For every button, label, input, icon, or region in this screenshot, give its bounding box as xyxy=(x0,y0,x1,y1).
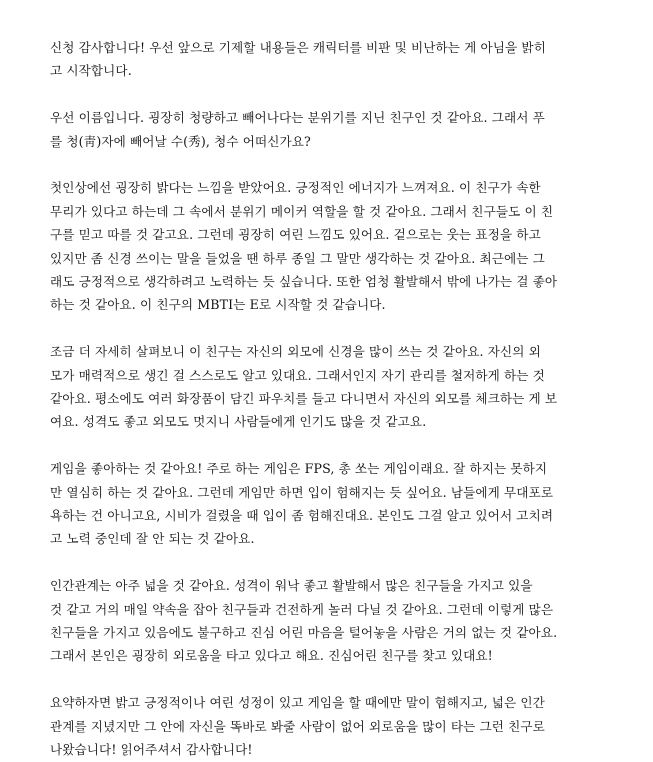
text-line: 첫인상에선 굉장히 밝다는 느낌을 받았어요. 긍정적인 에너지가 느껴져요. 이 친구가 속한 xyxy=(50,180,541,196)
text-line: 고 노력 중인데 잘 안 되는 것 같아요. xyxy=(50,531,255,547)
paragraph-summary xyxy=(37,691,615,761)
paragraph-intro xyxy=(37,36,615,83)
text-line: 친구들을 가지고 있음에도 불구하고 진심 어린 마음을 털어놓을 사람은 거의 없는 것 같아요. xyxy=(50,625,558,641)
document-body xyxy=(37,36,615,762)
text-line: 관계를 지녔지만 그 안에 자신을 똑바로 봐줄 사람이 없어 외로움을 많이 타는 그런 친구로 xyxy=(50,718,545,734)
text-line: 우선 이름입니다. 굉장히 청량하고 빼어나다는 분위기를 지닌 친구인 것 같아요. 그래서 푸 xyxy=(50,110,545,126)
paragraph-first-impression xyxy=(37,176,615,316)
paragraph-appearance xyxy=(37,340,615,434)
text-line: 신청 감사합니다! 우선 앞으로 기제할 내용들은 캐릭터를 비판 및 비난하는 게 아님을 밝히 xyxy=(50,40,546,55)
text-line: 인간관계는 아주 넓을 것 같아요. 성격이 워낙 좋고 활발해서 많은 친구들을 가지고 있을 xyxy=(50,578,533,594)
paragraph-relationships xyxy=(37,574,615,668)
text-line: 구를 믿고 따를 것 같고요. 그런데 굉장히 여린 느낌도 있어요. 겉으로는 웃는 표정을 하고 xyxy=(50,227,541,243)
text-line: 고 시작합니다. xyxy=(50,63,132,79)
text-line: 그래서 본인은 굉장히 외로움을 타고 있다고 해요. 진심어린 친구를 찾고 있대요! xyxy=(50,648,493,664)
text-line: 있지만 좀 신경 쓰이는 말을 들었을 땐 하루 종일 그 말만 생각하는 것 같아요. 최근에는 그 xyxy=(50,250,545,266)
paragraph-name xyxy=(37,106,615,153)
text-line: 여요. 성격도 좋고 외모도 멋지니 사람들에게 인기도 많을 것 같고요. xyxy=(50,414,427,430)
text-line: 나왔습니다! 읽어주셔서 감사합니다! xyxy=(50,742,253,758)
text-line: 하는 것 같아요. 이 친구의 MBTI는 E로 시작할 것 같습니다. xyxy=(50,297,386,313)
text-line: 같아요. 평소에도 여러 화장품이 담긴 파우치를 들고 다니면서 자신의 외모를 체크하는 게 보 xyxy=(50,391,558,407)
text-line: 를 청(靑)자에 빼어날 수(秀), 청수 어떠신가요? xyxy=(50,133,311,149)
text-line: 래도 긍정적으로 생각하려고 노력하는 듯 싶습니다. 또한 엄청 활발해서 밖에 나가는 걸 좋아 xyxy=(50,274,558,290)
paragraph-games xyxy=(37,457,615,551)
text-line: 게임을 좋아하는 것 같아요! 주로 하는 게임은 FPS, 총 쏘는 게임이래요. 잘 하지는 못하지 xyxy=(50,461,548,477)
text-line: 조금 더 자세히 살펴보니 이 친구는 자신의 외모에 신경을 많이 쓰는 것 같아요. 자신의 외 xyxy=(50,344,541,360)
text-line: 요약하자면 밝고 긍정적이나 여린 성정이 있고 게임을 할 때에만 말이 험해지고, 넓은 인간 xyxy=(50,695,545,711)
text-line: 것 같고 거의 매일 약속을 잡아 친구들과 건전하게 놀러 다닐 것 같아요. 그런데 이렇게 많은 xyxy=(50,601,554,617)
text-line: 욕하는 건 아니고요, 시비가 걸렸을 때 입이 좀 험해진대요. 본인도 그걸 알고 있어서 고치려 xyxy=(50,508,554,524)
text-line: 모가 매력적으로 생긴 걸 스스로도 알고 있대요. 그래서인지 자기 관리를 철저하게 하는 것 xyxy=(50,367,545,383)
text-line: 만 열심히 하는 것 같아요. 그런데 게임만 하면 입이 험해지는 듯 싶어요. 남들에게 무대포로 xyxy=(50,484,554,500)
text-line: 무리가 있다고 하는데 그 속에서 분위기 메이커 역할을 할 것 같아요. 그래서 친구들도 이 친 xyxy=(50,203,554,219)
